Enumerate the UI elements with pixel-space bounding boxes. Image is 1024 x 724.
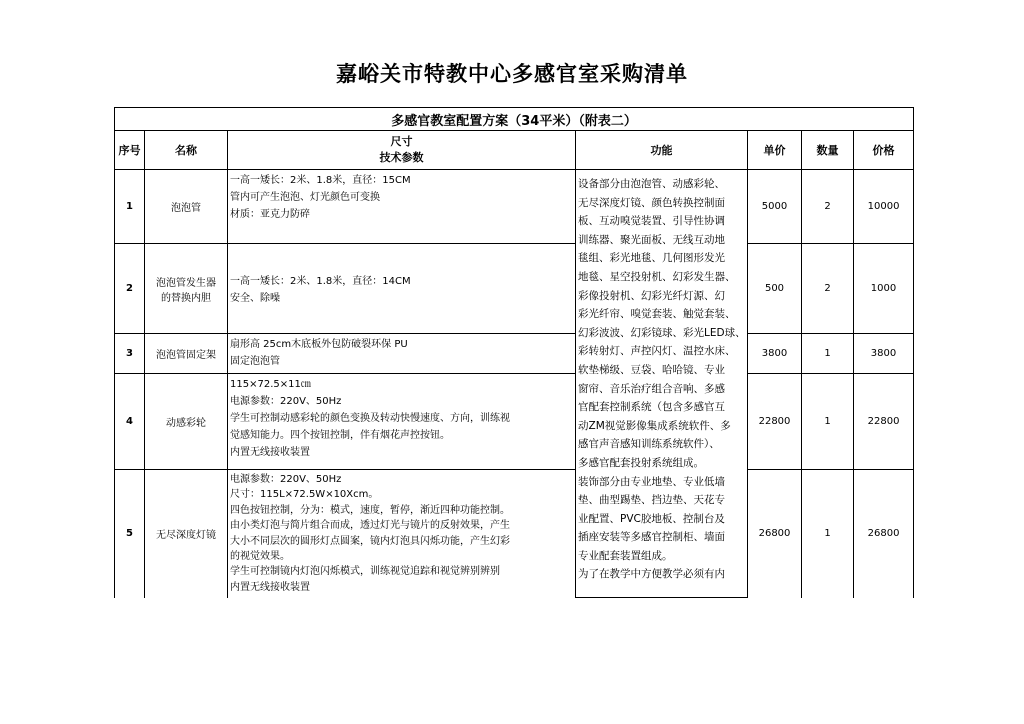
row-spec-line: 电源参数：220V、50Hz: [230, 474, 342, 485]
row-name-line: 泡泡管发生器: [156, 277, 216, 289]
function-line: 多感官配套投射系统组成。: [578, 456, 704, 469]
row-spec-line: 的视觉效果。: [230, 551, 290, 563]
row-spec: [228, 374, 576, 470]
header-name: 名称: [145, 131, 228, 170]
row-spec-line: 大小不同层次的圆形灯点圆案，镜内灯泡具闪烁功能，产生幻彩: [230, 535, 510, 547]
row-price: 10000: [854, 170, 914, 244]
row-spec: [228, 244, 576, 334]
row-no: 4: [115, 374, 145, 470]
function-cell: [576, 170, 748, 598]
row-unit-price: 5000: [748, 170, 802, 244]
row-spec-line: 扇形高 25cm木底板外包防破裂环保 PU: [230, 339, 408, 350]
row-spec-line: 内置无线接收装置: [230, 447, 310, 458]
row-name-line: 泡泡管: [171, 203, 201, 214]
function-line: 官配套控制系统（包含多感官互: [578, 401, 725, 414]
function-line: 装饰部分由专业地垫、专业低墙: [578, 475, 725, 488]
header-price: 价格: [854, 131, 914, 170]
row-spec-line: 四色按钮控制，分为：模式，速度，暂停，渐近四种功能控制。: [230, 504, 510, 516]
row-no: 2: [115, 244, 145, 334]
row-name-line: 的替换内胆: [161, 292, 211, 304]
function-line: 业配置、PVC胶地板、控制台及: [578, 512, 725, 525]
row-spec-line: 由小类灯泡与简片组合而成，透过灯光与镜片的反射效果，产生: [230, 520, 510, 532]
row-no: 5: [115, 470, 145, 598]
row-unit-price: 3800: [748, 334, 802, 374]
function-line: 无尽深度灯镜、颜色转换控制面: [578, 196, 725, 209]
header-spec-size: 尺寸: [390, 135, 413, 148]
row-name-line: 泡泡管固定架: [156, 350, 216, 361]
row-spec-line: 觉感知能力。四个按钮控制，伴有烟花声控按钮。: [230, 430, 450, 441]
function-line: 为了在教学中方便教学必须有内: [578, 568, 725, 581]
function-line: 彩像投射机、幻彩光纤灯源、幻: [578, 289, 725, 302]
table-header-row: [115, 131, 914, 170]
header-spec: [228, 131, 576, 170]
function-line: 动ZM视觉影像集成系统软件、多: [578, 419, 731, 432]
row-price: 26800: [854, 470, 914, 598]
row-spec: [228, 470, 576, 598]
row-spec-line: 电源参数：220V、50Hz: [230, 396, 342, 407]
table-row: [115, 470, 914, 598]
row-name: [145, 170, 228, 244]
row-spec: [228, 170, 576, 244]
row-name: [145, 334, 228, 374]
document-title: 嘉峪关市特教中心多感官室采购清单: [336, 62, 688, 86]
row-name-line: 无尽深度灯镜: [156, 530, 216, 542]
row-spec-line: 固定泡泡管: [230, 356, 280, 367]
header-unit-price: 单价: [748, 131, 802, 170]
function-line: 彩转射灯、声控闪灯、温控水床、: [578, 345, 736, 358]
row-qty: 1: [802, 334, 854, 374]
row-spec-line: 内置无线接收装置: [230, 581, 310, 593]
header-spec-params: 技术参数: [379, 151, 424, 164]
table-row: [115, 170, 914, 244]
row-spec: [228, 334, 576, 374]
function-line: 幻彩波波、幻彩镜球、彩光LED球、: [578, 326, 746, 339]
row-spec-line: 管内可产生泡泡、灯光颜色可变换: [230, 192, 380, 203]
row-name: [145, 244, 228, 334]
function-line: 设备部分由泡泡管、动感彩轮、: [578, 178, 725, 190]
header-no: 序号: [115, 131, 145, 170]
table-caption-row: [115, 108, 914, 131]
row-price: 22800: [854, 374, 914, 470]
function-line: 彩光纤帘、嗅觉套装、触觉套装、: [578, 308, 736, 321]
function-line: 插座安装等多感官控制柜、墙面: [578, 531, 725, 544]
row-spec-line: 一高一矮长：2米、1.8米，直径：14CM: [230, 275, 411, 287]
function-line: 感官声音感知训练系统软件）、: [578, 438, 720, 451]
table-row: [115, 374, 914, 470]
row-spec-line: 学生可控制动感彩轮的颜色变换及转动快慢速度、方向，训练视: [230, 413, 510, 424]
table-caption: 多感官教室配置方案（34平米）（附表二）: [115, 108, 914, 131]
row-no: 1: [115, 170, 145, 244]
row-qty: 1: [802, 374, 854, 470]
row-unit-price: 26800: [748, 470, 802, 598]
row-unit-price: 22800: [748, 374, 802, 470]
function-line: 地毯、星空投射机、幻彩发生器、: [578, 270, 736, 283]
table-row: [115, 334, 914, 374]
row-name: [145, 470, 228, 598]
row-price: 1000: [854, 244, 914, 334]
function-line: 窗帘、音乐治疗组合音响、多感: [578, 382, 725, 395]
table-row: [115, 244, 914, 334]
function-line: 板、互动嗅觉装置、引导性协调: [578, 215, 725, 228]
row-spec-line: 安全、除噪: [230, 292, 280, 304]
row-qty: 2: [802, 170, 854, 244]
row-spec-line: 尺寸：115L×72.5W×10Xcm。: [230, 489, 379, 501]
row-name-line: 动感彩轮: [166, 418, 206, 429]
row-price: 3800: [854, 334, 914, 374]
row-qty: 2: [802, 244, 854, 334]
function-line: 垫、曲型踢垫、挡边垫、天花专: [578, 494, 725, 507]
row-no: 3: [115, 334, 145, 374]
function-line: 专业配套装置组成。: [578, 549, 673, 562]
header-function: 功能: [576, 131, 748, 170]
row-spec-line: 材质：亚克力防碎: [230, 209, 310, 220]
row-spec-line: 115×72.5×11㎝: [230, 379, 311, 390]
row-spec-line: 一高一矮长：2米、1.8米，直径：15CM: [230, 175, 411, 186]
row-spec-line: 学生可控制镜内灯泡闪烁模式，训练视觉追踪和视觉辨别辨别: [230, 566, 500, 578]
function-line: 软垫梯级、豆袋、哈哈镜、专业: [578, 363, 725, 376]
row-qty: 1: [802, 470, 854, 598]
row-name: [145, 374, 228, 470]
procurement-table: [114, 107, 914, 598]
header-qty: 数量: [802, 131, 854, 170]
function-line: 训练器、聚光面板、无线互动地: [578, 233, 725, 246]
function-line: 毯组、彩光地毯、几何图形发光: [578, 252, 725, 265]
row-unit-price: 500: [748, 244, 802, 334]
